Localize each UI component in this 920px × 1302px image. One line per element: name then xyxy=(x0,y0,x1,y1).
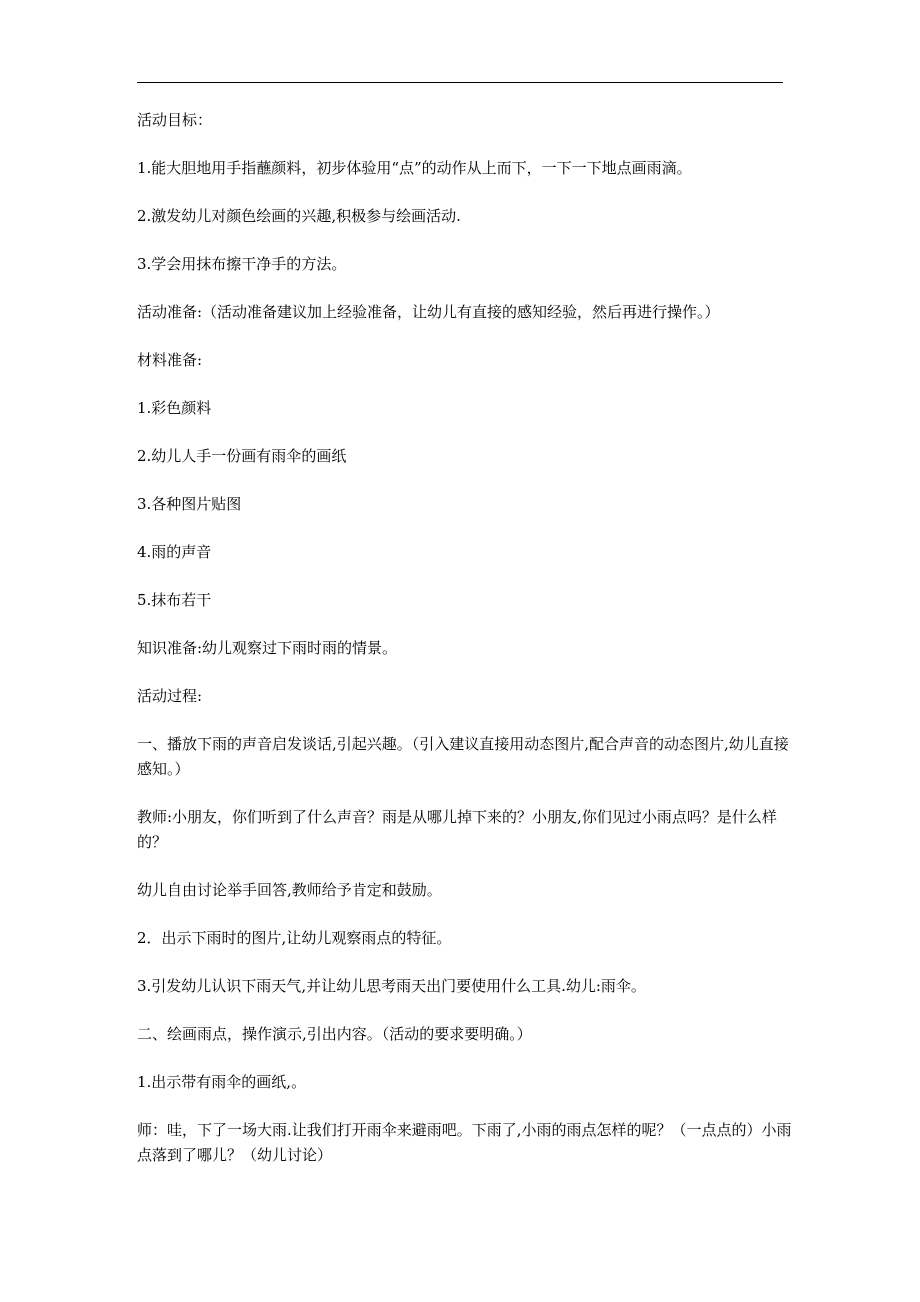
header-rule xyxy=(137,82,783,83)
goal-item-2: 2.激发幼儿对颜色绘画的兴趣,积极参与绘画活动. xyxy=(137,207,461,225)
children-response: 幼儿自由讨论举手回答,教师给予肯定和鼓励。 xyxy=(137,881,442,899)
material-item-4: 4.雨的声音 xyxy=(137,543,212,561)
process-step-2: 二、绘画雨点，操作演示,引出内容。（活动的要求要明确。） xyxy=(137,1025,532,1043)
material-item-5: 5.抹布若干 xyxy=(137,591,212,609)
teacher-dialogue-1: 教师:小朋友，你们听到了什么声音？雨是从哪儿掉下来的？小朋友,你们见过小雨点吗？是什么样的？ xyxy=(137,808,777,851)
material-item-2: 2.幼儿人手一份画有雨伞的画纸 xyxy=(137,447,347,465)
section-heading-preparation: 活动准备:（活动准备建议加上经验准备，让幼儿有直接的感知经验，然后再进行操作。） xyxy=(137,303,720,321)
process-substep-3: 3.引发幼儿认识下雨天气,并让幼儿思考雨天出门要使用什么工具.幼儿:雨伞。 xyxy=(137,977,646,995)
process-substep-2: 2．出示下雨时的图片,让幼儿观察雨点的特征。 xyxy=(137,929,452,947)
teacher-dialogue-2: 师：哇，下了一场大雨.让我们打开雨伞来避雨吧。下雨了,小雨的雨点怎样的呢？（一点点的）小雨点落到了哪儿？（幼儿讨论） xyxy=(137,1121,792,1164)
process-substep-2-1: 1.出示带有雨伞的画纸,。 xyxy=(137,1073,307,1091)
process-step-1: 一、播放下雨的声音启发谈话,引起兴趣。（引入建议直接用动态图片,配合声音的动态图片,幼儿直接感知。） xyxy=(137,735,789,778)
subheading-materials: 材料准备: xyxy=(137,351,203,369)
section-heading-goals: 活动目标： xyxy=(137,111,213,129)
material-item-3: 3.各种图片贴图 xyxy=(137,495,242,513)
document-body xyxy=(137,108,797,1191)
material-item-1: 1.彩色颜料 xyxy=(137,399,212,417)
knowledge-preparation: 知识准备:幼儿观察过下雨时雨的情景。 xyxy=(137,639,398,657)
goal-item-1: 1.能大胆地用手指蘸颜料，初步体验用“点”的动作从上而下，一下一下地点画雨滴。 xyxy=(137,159,692,177)
goal-item-3: 3.学会用抹布擦干净手的方法。 xyxy=(137,255,347,273)
section-heading-process: 活动过程: xyxy=(137,687,203,705)
